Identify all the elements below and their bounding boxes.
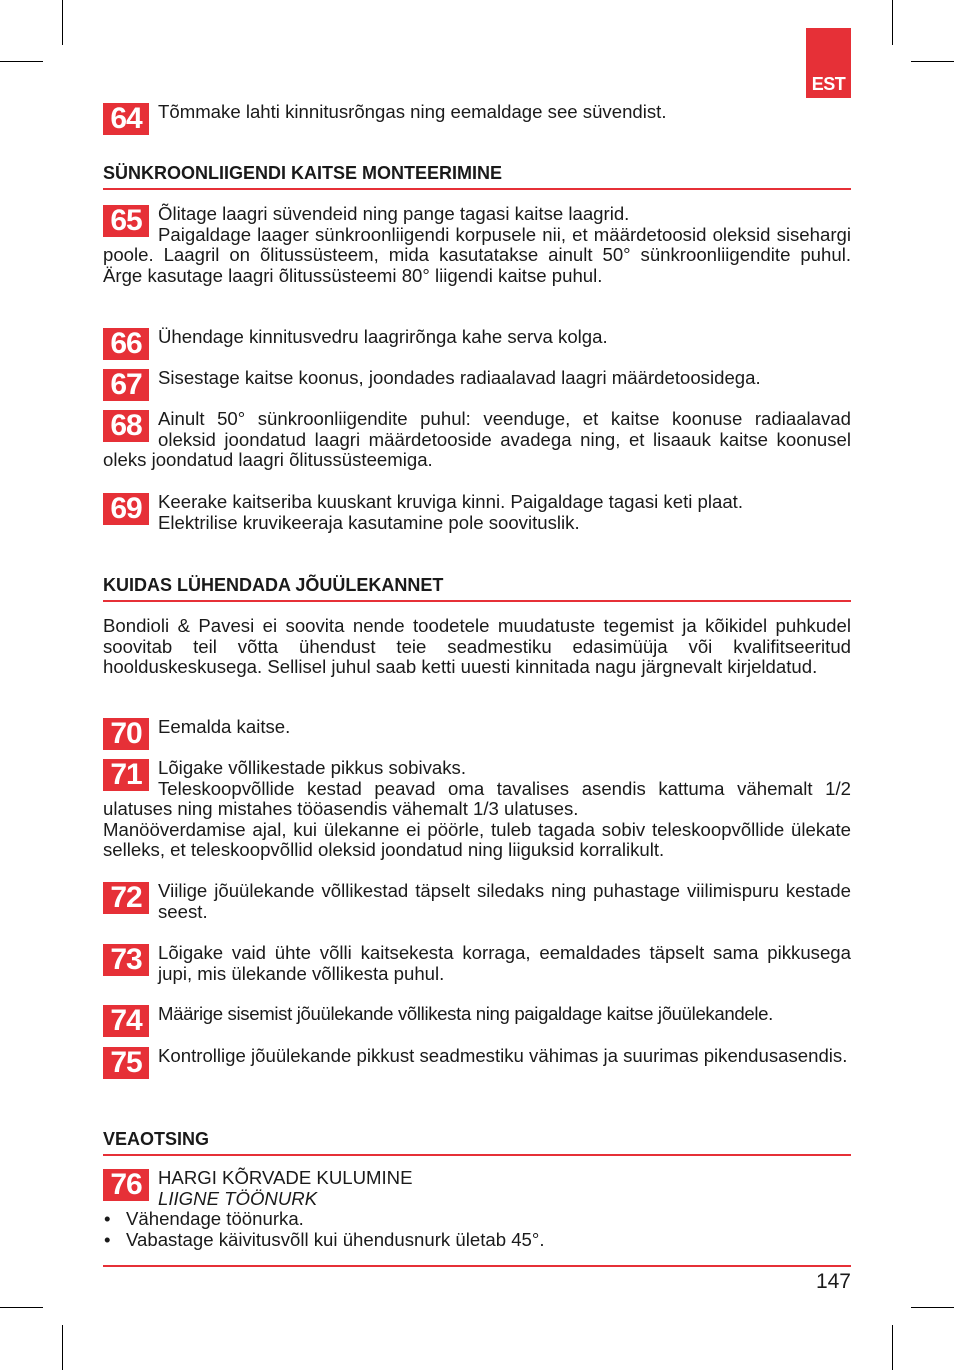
step-number-badge: 76 bbox=[103, 1169, 149, 1201]
section-heading-sync-joint-guard: SÜNKROONLIIGENDI KAITSE MONTEERIMINE bbox=[103, 163, 851, 190]
crop-mark bbox=[911, 61, 954, 62]
intro-paragraph: Bondioli & Pavesi ei soovita nende toodetele muudatuste tegemist ja kõikidel puhkudel soovitab teil võtta ühendust teie seadmestiku edasimüüja või kvalifitseeritud hoolduskeskusega. Sellisel juhul saab ketti uuesti kinnitada nagu järgnevalt kirjeldatud. bbox=[103, 615, 851, 678]
step-line: Elektrilise kruvikeeraja kasutamine pole soovituslik. bbox=[158, 511, 580, 533]
step-text: Tõmmake lahti kinnitusrõngas ning eemaldage see süvendist. bbox=[158, 101, 667, 122]
step-76 bbox=[103, 1168, 851, 1250]
crop-mark bbox=[892, 1325, 893, 1370]
step-number-badge: 66 bbox=[103, 328, 149, 360]
step-subtitle: LIIGNE TÖÖNURK bbox=[158, 1187, 318, 1209]
bullet-item: • Vabastage käivitusvõll kui ühendusnurk ületab 45°. bbox=[103, 1230, 851, 1251]
step-74 bbox=[103, 1004, 851, 1037]
step-70 bbox=[103, 717, 851, 750]
crop-mark bbox=[0, 61, 43, 62]
step-line: Paigaldage laager sünkroonliigendi korpusele nii, et määrdetoosid oleksid sisehargi poole. Laagril on õlitussüsteem, mida kasutatakse ainult 50° sünkroonliigendite puhul. Ärge kasutage laagri õlitussüsteemi 80° liigendi kaitse puhul. bbox=[103, 223, 851, 286]
step-text: Määrige sisemist jõuülekande võllikesta ning paigaldage kaitse jõuülekandele. bbox=[158, 1003, 773, 1024]
footer-divider bbox=[103, 1265, 851, 1267]
step-number-badge: 74 bbox=[103, 1005, 149, 1037]
bullet-item: • Vähendage töönurka. bbox=[103, 1209, 851, 1230]
step-number-badge: 68 bbox=[103, 410, 149, 442]
page-number: 147 bbox=[815, 1270, 851, 1293]
language-tab: EST bbox=[806, 28, 851, 98]
crop-mark bbox=[0, 1307, 43, 1308]
crop-mark bbox=[911, 1307, 954, 1308]
bullet-list bbox=[103, 1209, 851, 1250]
step-text bbox=[103, 758, 851, 861]
step-line: Teleskoopvõllide kestad peavad oma tavalises asendis kattuma vähemalt 1/2 ulatuses ning mistahes tööasendis vähemalt 1/3 ulatuses. bbox=[103, 777, 851, 820]
step-number-badge: 71 bbox=[103, 759, 149, 791]
step-69 bbox=[103, 492, 851, 533]
step-line: Lõigake võllikestade pikkus sobivaks. bbox=[158, 757, 466, 778]
step-71 bbox=[103, 758, 851, 861]
step-text: Kontrollige jõuülekande pikkust seadmestiku vähimas ja suurimas pikendusasendis. bbox=[158, 1045, 848, 1066]
step-67 bbox=[103, 368, 851, 401]
step-text bbox=[103, 204, 851, 286]
step-text: Ainult 50° sünkroonliigendite puhul: veenduge, et kaitse koonuse radiaalavad oleksid joondatud laagri määrdetooside avadega ning, et lisaauk kaitse koonusel oleks joondatud laagri õlitussüsteemiga. bbox=[103, 408, 851, 471]
step-73 bbox=[103, 943, 851, 984]
step-line: Keerake kaitseriba kuuskant kruviga kinni. Paigaldage tagasi keti plaat. bbox=[158, 491, 744, 512]
step-number-badge: 64 bbox=[103, 103, 149, 135]
step-72 bbox=[103, 881, 851, 922]
step-text: Ühendage kinnitusvedru laagrirõnga kahe serva kolga. bbox=[158, 326, 608, 347]
step-75 bbox=[103, 1046, 851, 1079]
step-line: Manööverdamise ajal, kui ülekanne ei pöörle, tuleb tagada sobiv teleskoopvõllide ülekate selleks, et teleskoopvõllid oleksid joondatud ning liiguksid korralikult. bbox=[103, 818, 851, 861]
step-line: Õlitage laagri süvendeid ning pange tagasi kaitse laagrid. bbox=[158, 203, 630, 224]
step-number-badge: 70 bbox=[103, 718, 149, 750]
step-65 bbox=[103, 204, 851, 286]
step-text bbox=[103, 492, 851, 533]
step-66 bbox=[103, 327, 851, 360]
step-number-badge: 67 bbox=[103, 369, 149, 401]
step-number-badge: 69 bbox=[103, 493, 149, 525]
crop-mark bbox=[62, 0, 63, 45]
section-heading-shorten-driveline: KUIDAS LÜHENDADA JÕUÜLEKANNET bbox=[103, 575, 851, 602]
step-number-badge: 73 bbox=[103, 944, 149, 976]
step-text bbox=[103, 1168, 851, 1209]
step-text: Sisestage kaitse koonus, joondades radiaalavad laagri määrdetoosidega. bbox=[158, 367, 761, 388]
step-text: Lõigake vaid ühte võlli kaitsekesta korraga, eemaldades täpselt sama pikkusega jupi, mis ülekande võllikesta puhul. bbox=[158, 942, 851, 984]
section-heading-troubleshooting: VEAOTSING bbox=[103, 1129, 851, 1156]
step-68 bbox=[103, 409, 851, 471]
step-title: HARGI KÕRVADE KULUMINE bbox=[158, 1167, 413, 1188]
step-text: Viilige jõuülekande võllikestad täpselt siledaks ning puhastage viilimispuru kestade seest. bbox=[158, 880, 851, 922]
step-number-badge: 65 bbox=[103, 205, 149, 237]
step-text: Eemalda kaitse. bbox=[158, 716, 291, 737]
crop-mark bbox=[62, 1325, 63, 1370]
step-64 bbox=[103, 102, 851, 135]
crop-mark bbox=[892, 0, 893, 45]
step-number-badge: 72 bbox=[103, 882, 149, 914]
step-number-badge: 75 bbox=[103, 1047, 149, 1079]
